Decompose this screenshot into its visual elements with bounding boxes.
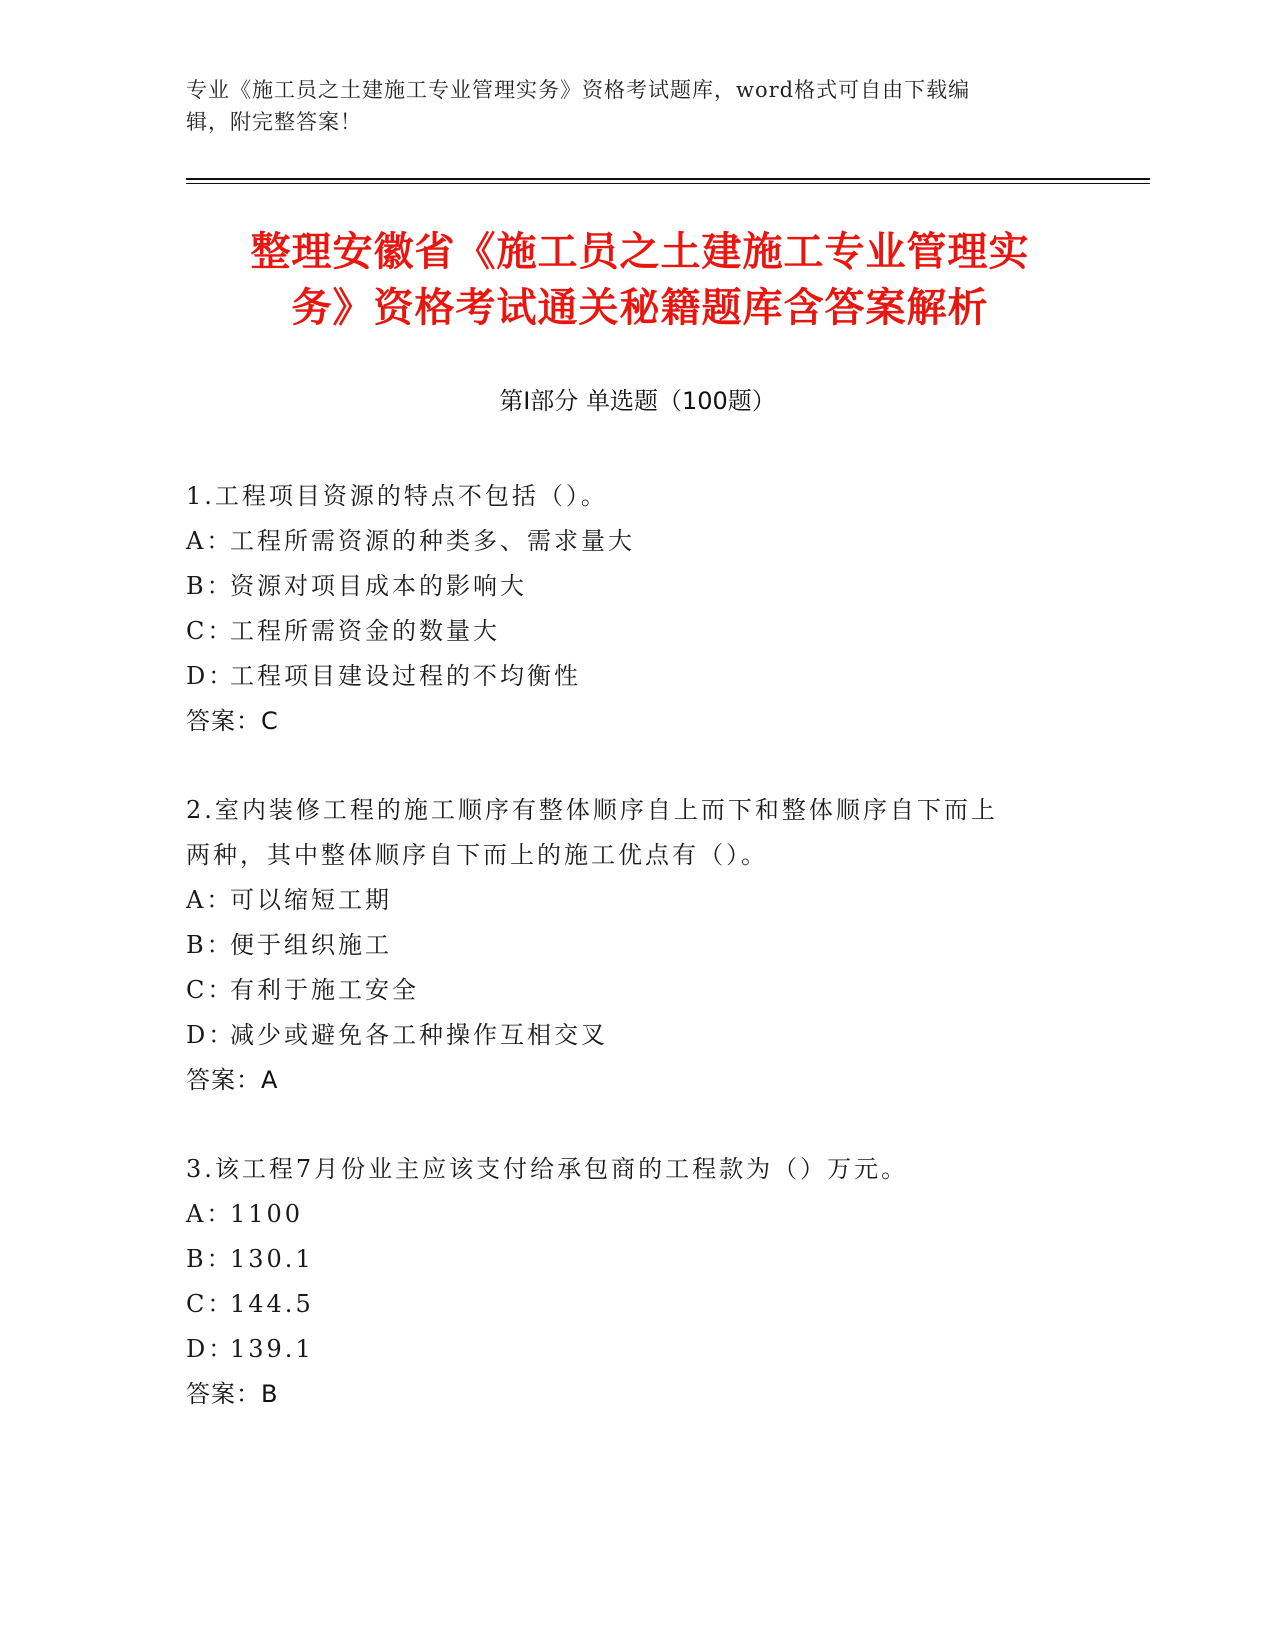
question-1 — [186, 474, 1066, 744]
answer-label: 答案：C — [186, 707, 279, 735]
option-c — [186, 1282, 1066, 1327]
option-text: 工程项目建设过程的不均衡性 — [230, 662, 581, 690]
question-2 — [186, 788, 1066, 1103]
option-key: B： — [186, 572, 234, 600]
option-d — [186, 654, 1066, 699]
option-key: A： — [186, 1200, 234, 1228]
question-stem: 3.该工程7月份业主应该支付给承包商的工程款为（）万元。 — [186, 1155, 909, 1183]
option-b — [186, 1237, 1066, 1282]
document-title-line-2: 务》资格考试通关秘籍题库含答案解析 — [291, 285, 989, 331]
option-a — [186, 1192, 1066, 1237]
question-stem-continued: 两种，其中整体顺序自下而上的施工优点有（）。 — [186, 841, 768, 869]
option-text: 130.1 — [230, 1245, 314, 1273]
option-text: 139.1 — [230, 1335, 314, 1363]
option-key: B： — [186, 1245, 234, 1273]
answer-label: 答案：B — [186, 1380, 279, 1408]
option-d — [186, 1327, 1066, 1372]
option-key: C： — [186, 617, 235, 645]
option-key: C： — [186, 1290, 235, 1318]
option-key: A： — [186, 886, 234, 914]
option-text: 资源对项目成本的影响大 — [230, 572, 527, 600]
option-key: A： — [186, 527, 234, 555]
header-note-line-2: 辑，附完整答案！ — [186, 110, 362, 134]
option-key: D： — [186, 1021, 236, 1049]
question-stem: 1.工程项目资源的特点不包括（）。 — [186, 482, 608, 510]
option-text: 有利于施工安全 — [230, 976, 419, 1004]
option-text: 1100 — [230, 1200, 304, 1228]
option-b — [186, 564, 1066, 609]
option-key: D： — [186, 662, 236, 690]
option-text: 工程所需资源的种类多、需求量大 — [230, 527, 635, 555]
option-d — [186, 1013, 1066, 1058]
document-title-line-1: 整理安徽省《施工员之土建施工专业管理实 — [250, 229, 1030, 275]
document-title — [150, 224, 1130, 336]
question-stem: 2.室内装修工程的施工顺序有整体顺序自上而下和整体顺序自下而上 — [186, 796, 998, 824]
section-title: 第Ⅰ部分 单选题（100题） — [499, 387, 776, 415]
option-key: B： — [186, 931, 234, 959]
question-3 — [186, 1147, 1066, 1417]
option-b — [186, 923, 1066, 968]
option-c — [186, 968, 1066, 1013]
answer-label: 答案：A — [186, 1066, 279, 1094]
question-list — [186, 474, 1066, 1461]
header-note-line-1: 专业《施工员之土建施工专业管理实务》资格考试题库，word格式可自由下载编 — [186, 78, 971, 102]
option-text: 工程所需资金的数量大 — [230, 617, 500, 645]
option-a — [186, 878, 1066, 923]
header-divider — [186, 178, 1150, 184]
option-text: 144.5 — [230, 1290, 314, 1318]
option-c — [186, 609, 1066, 654]
option-text: 减少或避免各工种操作互相交叉 — [230, 1021, 608, 1049]
option-key: C： — [186, 976, 235, 1004]
option-text: 便于组织施工 — [230, 931, 392, 959]
option-a — [186, 519, 1066, 564]
header-note — [186, 74, 1066, 138]
option-key: D： — [186, 1335, 236, 1363]
option-text: 可以缩短工期 — [230, 886, 392, 914]
